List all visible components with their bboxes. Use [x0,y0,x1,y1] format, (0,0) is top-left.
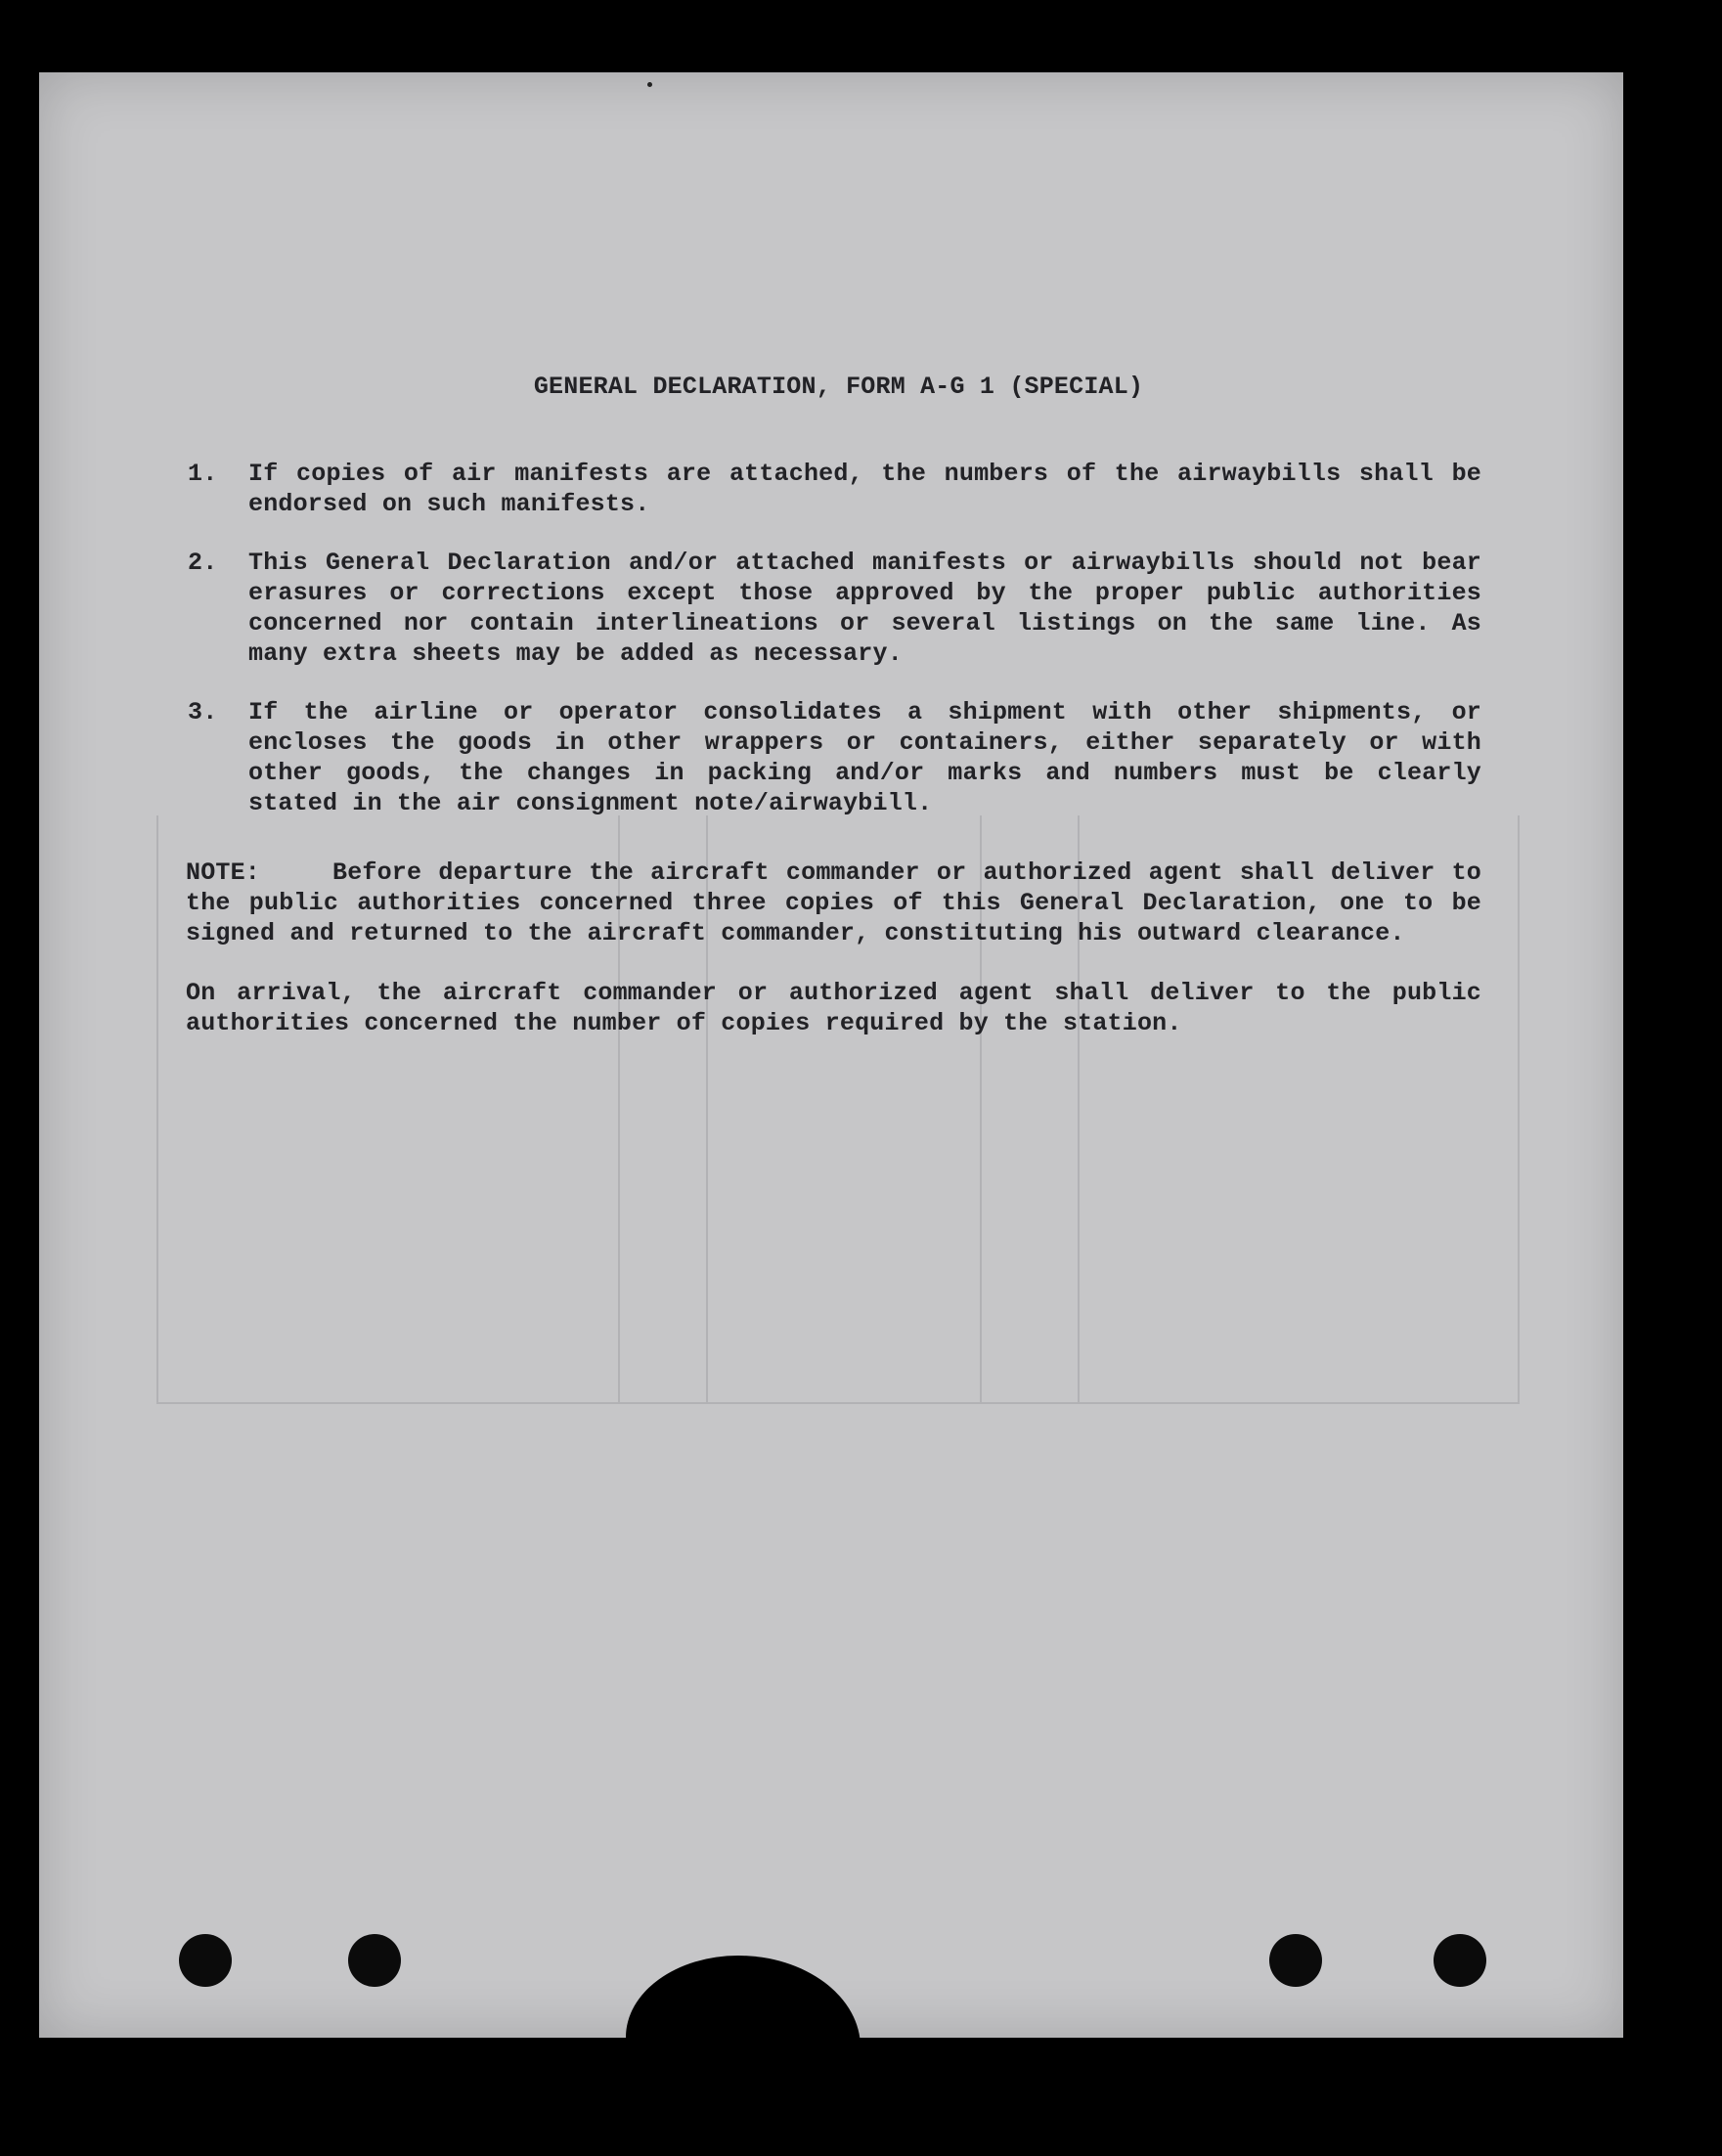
punch-hole [1434,1934,1486,1987]
item-number: 3. [188,698,218,726]
punch-hole [348,1934,401,1987]
item-text: If the airline or operator consolidates a shipment with other shipments, or encloses the goods in other wrappers or containers, either separately or with other goods, the changes in packing and/or marks and numbers must be clearly stated in the air consignment note/airwaybill. [248,698,1481,817]
declaration-text [186,297,1525,1038]
list-item [186,459,1525,519]
punch-hole [179,1934,232,1987]
ink-speck [647,82,652,87]
note-label: NOTE: [186,858,261,887]
item-text: If copies of air manifests are attached, the numbers of the airwaybills shall be endorsed on such manifests. [248,460,1481,518]
note-text: Before departure the aircraft commander or authorized agent shall deliver to the public authorities concerned three copies of this General Declaration, one to be signed and returned to the aircraft commander, constituting his outward clearance. [186,858,1481,947]
punch-hole [1269,1934,1322,1987]
item-number: 2. [188,549,218,577]
note-paragraph [186,858,1525,948]
list-item [186,697,1525,818]
item-text: This General Declaration and/or attached manifests or airwaybills should not bear erasures or corrections except those approved by the proper public authorities concerned nor contain interlineations or several listings on the same line. As many extra sheets may be added as necessary. [248,549,1481,668]
list-item [186,548,1525,669]
paper-sheet [39,72,1623,2038]
item-number: 1. [188,460,218,488]
page-title: GENERAL DECLARATION, FORM A-G 1 (SPECIAL) [533,373,1144,401]
arrival-paragraph: On arrival, the aircraft commander or authorized agent shall deliver to the public authorities concerned the number of copies required by the station. [186,979,1481,1037]
